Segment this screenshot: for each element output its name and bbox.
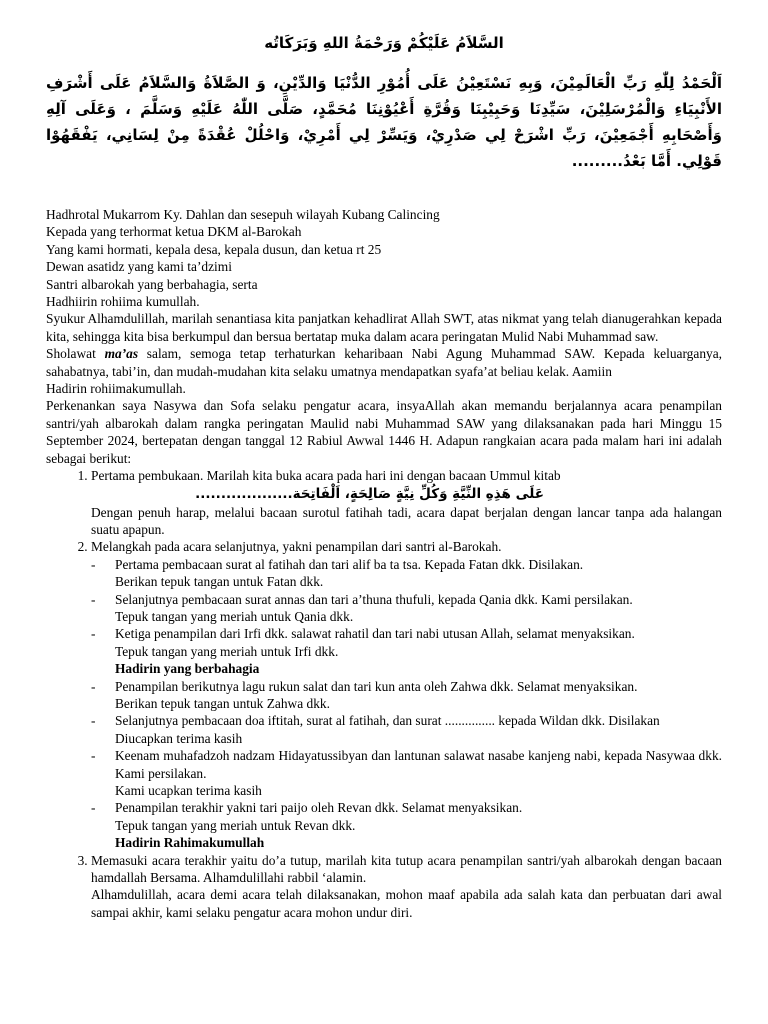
salutation-line: Hadhiirin rohiima kumullah. (46, 294, 200, 310)
performance-applause: Tepuk tangan yang meriah untuk Qania dkk. (115, 608, 354, 624)
hadirin-line: Hadirin rohiimakumullah. (46, 381, 186, 397)
agenda-item-text: 3. Memasuki acara terakhir yaitu do’a tutup, marilah kita tutup acara penampilan santri/yah albarokah dengan bacaan hamdallah Bersama. Alhamdulillahi rabbil ‘alamin. (91, 852, 722, 886)
agenda-item-3 (91, 852, 722, 922)
performance-text: Penampilan terakhir yakni tari paijo oleh Revan dkk. Selamat menyaksikan. (115, 800, 523, 816)
agenda-item-text: Pertama pembukaan. Marilah kita buka acara pada hari ini dengan bacaan Ummul kitab (91, 468, 561, 484)
dash-bullet: - (91, 678, 96, 694)
dash-bullet: - (91, 591, 96, 607)
performance-applause: Tepuk tangan yang meriah untuk Revan dkk. (115, 817, 356, 833)
document-page (46, 34, 722, 921)
performance-list (91, 556, 722, 852)
performance-item (91, 678, 722, 713)
sholawat-paragraph (46, 345, 722, 380)
performance-applause: Berikan tepuk tangan untuk Fatan dkk. (115, 574, 324, 590)
sholawat-post: salam, semoga tetap terhaturkan keharibaan Nabi Agung Muhammad SAW. Kepada keluarganya, sahabatnya, tabi’in, dan mudah-mudahan kita selaku umatnya mendapatkan syafa’at beliau kelak. Aamiin (46, 346, 723, 379)
performance-text: Ketiga penampilan dari Irfi dkk. salawat rahatil dan tari nabi utusan Allah, selamat menyaksikan. (115, 626, 635, 642)
performance-text: Selanjutnya pembacaan surat annas dan tari a’thuna thufuli, kepada Qania dkk. Kami persilakan. (115, 591, 633, 607)
performance-text: Penampilan berikutnya lagu rukun salat dan tari kun anta oleh Zahwa dkk. Selamat menyaksikan. (115, 678, 638, 694)
performance-applause: Kami ucapkan terima kasih (115, 783, 262, 798)
performance-item (91, 712, 722, 747)
agenda-item-followup: Alhamdulillah, acara demi acara telah dilaksanakan, mohon maaf apabila ada salah kata dan perbuatan dari awal sampai akhir, kami selaku pengatur acara mohon undur diri. (91, 887, 722, 920)
arabic-greeting: السَّلاَمُ عَلَيْكُمْ وَرَحْمَةُ اللهِ وَبَرَكَاتُه (264, 34, 504, 52)
agenda-list (46, 467, 722, 921)
dash-bullet: - (91, 748, 96, 764)
dash-bullet: - (91, 556, 96, 572)
hadirin-bold-heading: Hadirin yang berbahagia (115, 661, 260, 677)
agenda-item-2 (91, 538, 722, 851)
salutation-line: Kepada yang terhormat ketua DKM al-Barokah (46, 224, 302, 240)
performance-applause: Tepuk tangan yang meriah untuk Irfi dkk. (115, 643, 339, 659)
sholawat-pre: Sholawat (46, 346, 105, 362)
performance-item (91, 591, 722, 626)
performance-text: Pertama pembacaan surat al fatihah dan tari alif ba ta tsa. Kepada Fatan dkk. Disilakan. (115, 556, 584, 572)
salutation-line: Yang kami hormati, kepala desa, kepala dusun, dan ketua rt 25 (46, 241, 382, 257)
sholawat-emphasis: ma’as (104, 346, 139, 362)
performance-item (91, 747, 722, 799)
performance-item (91, 799, 722, 851)
agenda-item-followup: Dengan penuh harap, melalui bacaan surotul fatihah tadi, acara dapat berjalan dengan lancar tanpa ada halangan suatu apapun. (91, 504, 722, 537)
performance-applause: Diucapkan terima kasih (115, 730, 243, 746)
performance-text: Selanjutnya pembacaan doa iftitah, surat al fatihah, dan surat ............... kepada Wildan dkk. Disilakan (115, 713, 660, 729)
salutation-list (46, 206, 722, 310)
hadirin-bold-heading: Hadirin Rahimakumullah (115, 835, 265, 851)
syukur-paragraph: Syukur Alhamdulillah, marilah senantiasa kita panjatkan kehadlirat Allah SWT, atas nikmat yang telah dianugerahkan kepada kita, sehingga kita bisa berkumpul dan bersua bertatap muka dalam acara peringatan Mulid Nabi Muhammad saw. (46, 311, 722, 344)
performance-text: Keenam muhafadzoh nadzam Hidayatussibyan dan lantunan salawat nasabe kanjeng nabi, kepada Nasywaa dkk. Kami persilakan. (115, 748, 722, 781)
dash-bullet: - (91, 800, 96, 816)
dash-bullet: - (91, 713, 96, 729)
agenda-item-1 (91, 467, 722, 538)
agenda-item-text: Melangkah pada acara selanjutnya, yakni penampilan dari santri al-Barokah. (91, 539, 502, 555)
salutation-line: Dewan asatidz yang kami ta’dzimi (46, 259, 232, 275)
perkenankan-paragraph: Perkenankan saya Nasywa dan Sofa selaku pengatur acara, insyaAllah akan memandu berjalannya acara penampilan santri/yah albarokah dalam rangka peringatan Maulid nabi Muhammad SAW yang dilaksanakan pada hari Minggu 15 September 2024, bertepatan dengan tanggal 12 Rabiul Awwal 1446 H. Adapun rangkaian acara pada malam hari ini adalah sebagai berikut: (46, 398, 722, 466)
performance-item (91, 556, 722, 591)
salutation-line: Santri albarokah yang berbahagia, serta (46, 276, 258, 292)
salutation-line: Hadhrotal Mukarrom Ky. Dahlan dan sesepuh wilayah Kubang Calincing (46, 207, 440, 222)
arabic-opening-prayer: اَلْحَمْدُ لِلّٰهِ رَبِّ الْعَالَمِيْنَ، وَبِهِ نَسْتَعِيْنُ عَلَى أُمُوْرِ الدُّنْيَا وَالدِّيْنِ، وَ الصَّلاَةُ وَالسَّلاَمُ عَلَى أَشْرَفِ الأَنْبِيَاءِ وَالْمُرْسَلِيْنَ، سَيِّدِنَا وَحَبِيْبِنَا وَقُرَّةِ أَعْيُوْنِنَا مُحَمَّدٍ، صَلَّى اللّٰهُ عَلَيْهِ وَسَلَّمَ ، وَعَلَى آلِهِ وَأَصْحَابِهِ أَجْمَعِيْنَ، رَبِّ اشْرَحْ لِي صَدْرِيْ، وَيَسِّرْ لِي أَمْرِيْ، وَاحْلُلْ عُقْدَةً مِنْ لِسَانِي، يَفْقَهُوْا قَوْلِي. أَمَّا بَعْدُ......... (46, 74, 722, 170)
performance-applause: Berikan tepuk tangan untuk Zahwa dkk. (115, 695, 330, 711)
performance-item (91, 625, 722, 677)
arabic-niat: عَلَى هَذِهِ النِّيَّةِ وَكُلِّ نِيَّةٍ صَالِحَةٍ، اَلْفَاتِحَة................... (195, 485, 544, 502)
dash-bullet: - (91, 626, 96, 642)
